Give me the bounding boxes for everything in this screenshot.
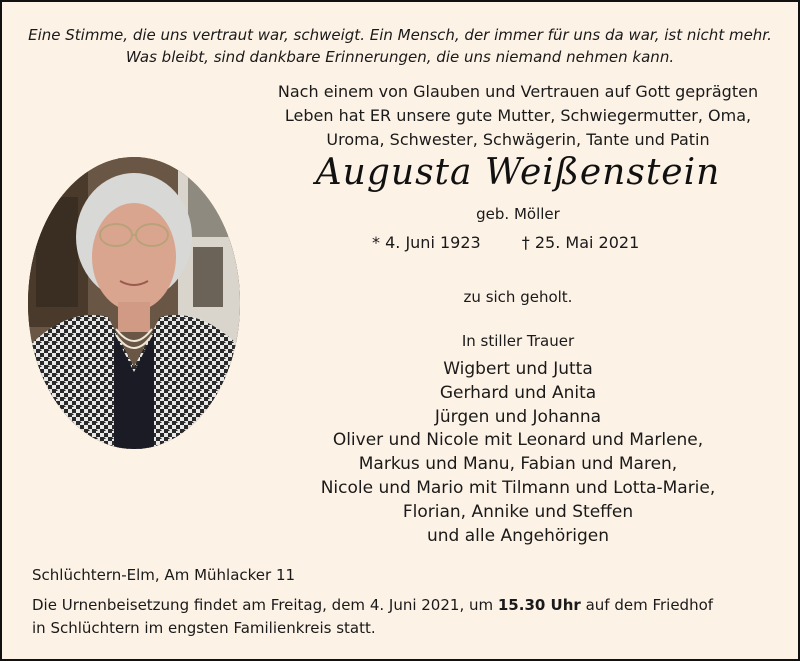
birth-name: geb. Möller [476,205,560,223]
portrait-image [28,157,240,449]
intro-line: Uroma, Schwester, Schwägerin, Tante und Patin [326,130,710,149]
mourner-item: Markus und Manu, Fabian und Maren, [358,454,678,475]
mourner-item: Nicole und Mario mit Tilmann und Lotta-Marie, [320,477,716,498]
deceased-name: Augusta Weißenstein [315,152,721,193]
birth-date: * 4. Juni 1923 [372,233,481,252]
mourner-item: und alle Angehörigen [426,525,610,546]
funeral-text: Die Urnenbeisetzung findet am Freitag, dem 4. Juni 2021, um [32,596,498,614]
intro-text [242,80,794,152]
funeral-text: auf dem Friedhof [580,596,714,614]
mourner-item: Jürgen und Johanna [434,406,602,427]
intro-line: Leben hat ER unsere gute Mutter, Schwiegermutter, Oma, [284,106,752,125]
mourners-list [242,358,794,548]
funeral-line: in Schlüchtern im engsten Familienkreis statt. [32,619,376,637]
quote-line: Eine Stimme, die uns vertraut war, schweigt. Ein Mensch, der immer für uns da war, ist nicht mehr. [28,26,772,44]
life-dates [372,233,639,252]
funeral-info [32,594,788,640]
mourning-label: In stiller Trauer [461,332,575,350]
intro-line: Nach einem von Glauben und Vertrauen auf Gott geprägten [277,82,759,101]
mourner-item: Oliver und Nicole mit Leonard und Marlene, [332,430,704,451]
death-date: † 25. Mai 2021 [521,233,640,252]
called-home-text: zu sich geholt. [463,288,573,306]
quote-line: Was bleibt, sind dankbare Erinnerungen, die uns niemand nehmen kann. [125,48,675,66]
funeral-line [32,594,788,617]
portrait-photo [28,157,240,449]
memorial-quote [14,24,786,68]
mourner-item: Wigbert und Jutta [443,359,593,379]
mourner-item: Gerhard und Anita [439,382,597,403]
funeral-time: 15.30 Uhr [497,596,581,614]
mourner-item: Florian, Annike und Steffen [402,501,634,522]
family-address: Schlüchtern-Elm, Am Mühlacker 11 [32,566,296,584]
